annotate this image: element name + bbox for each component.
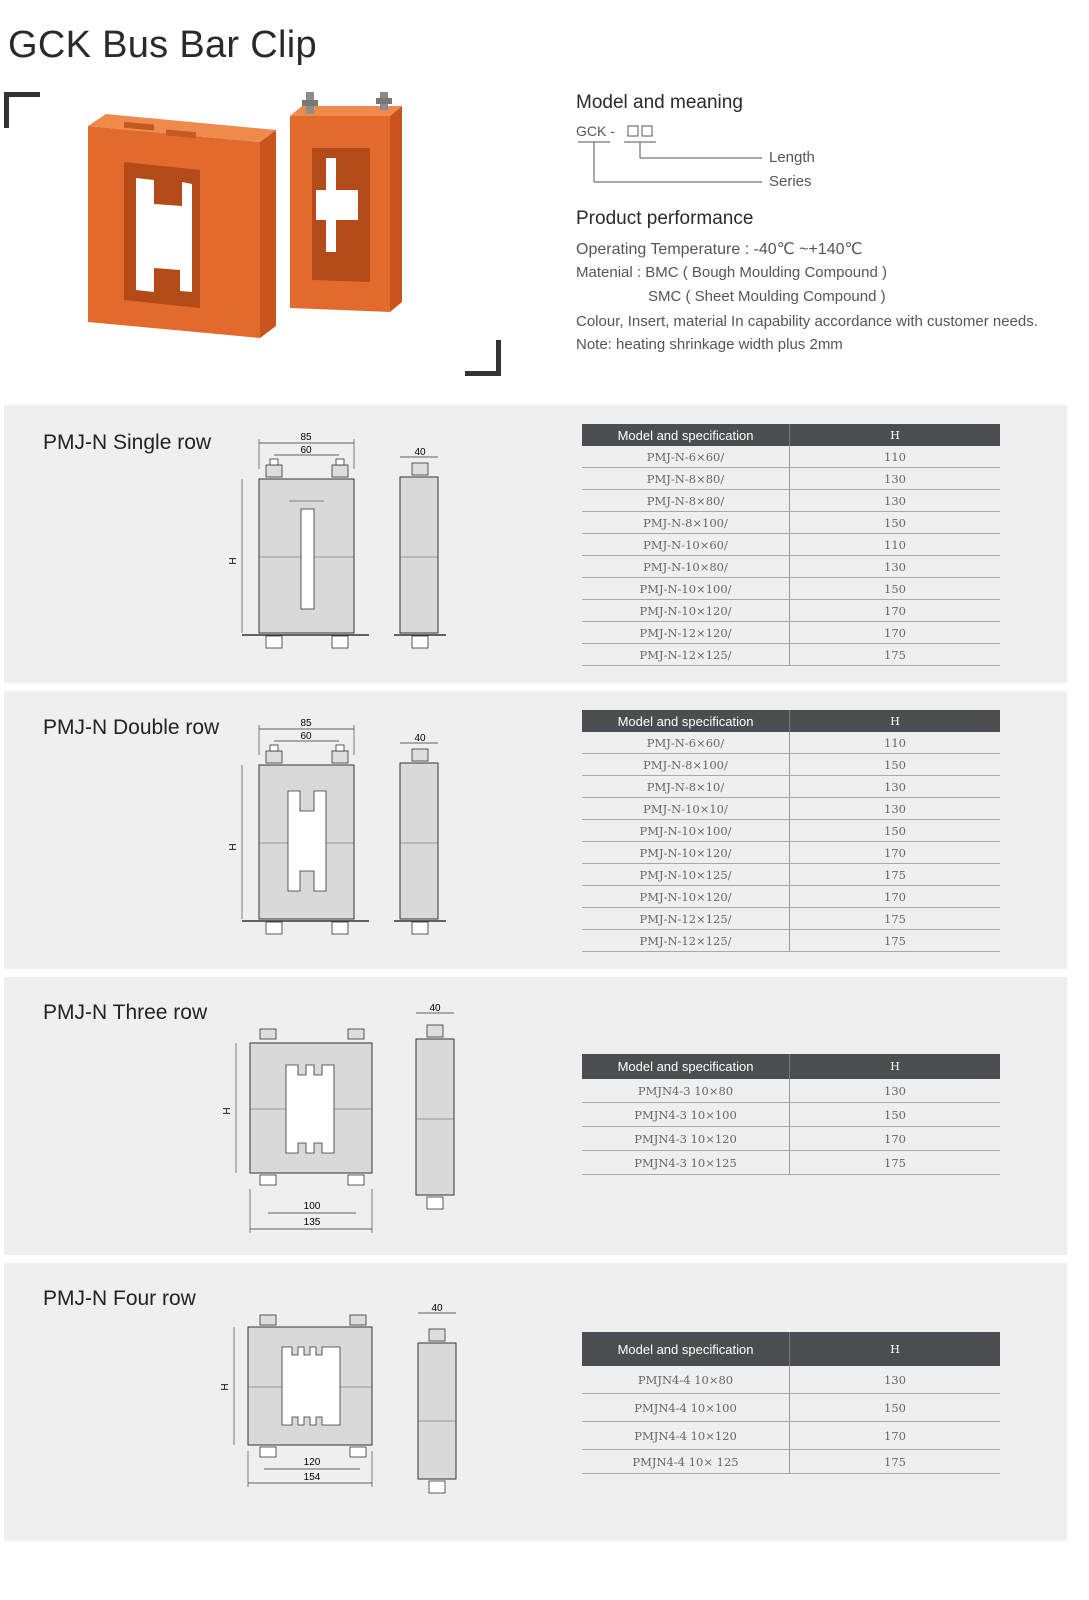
three-row-drawing — [214, 999, 474, 1239]
table-row: PMJ-N-10×80/ 130 — [582, 556, 1000, 578]
section-double-row — [4, 691, 1067, 969]
dim-outer: 135 — [303, 1217, 321, 1228]
section-title: PMJ-N Three row — [43, 1001, 208, 1024]
product-photo — [80, 86, 425, 348]
narrow-clip-illustration — [290, 92, 402, 312]
dim-inner: 60 — [300, 445, 312, 456]
table-row: PMJN4-3 10×80 130 — [582, 1079, 1000, 1103]
dim-side: 40 — [429, 1003, 441, 1014]
table-row: PMJ-N-10×120/ 170 — [582, 842, 1000, 864]
spec-table-four-row — [582, 1332, 1000, 1474]
material-smc: SMC ( Sheet Moulding Compound ) — [648, 288, 886, 305]
col-model: Model and specification — [582, 710, 790, 732]
section-title: PMJ-N Four row — [43, 1287, 196, 1310]
model-code: GCK - — [576, 123, 615, 139]
table-row: PMJ-N-6×60/ 110 — [582, 732, 1000, 754]
spec-table-three-row — [582, 1054, 1000, 1175]
table-row: PMJ-N-12×125/ 175 — [582, 908, 1000, 930]
table-row: PMJ-N-10×125/ 175 — [582, 864, 1000, 886]
section-title: PMJ-N Double row — [43, 716, 220, 739]
label-length: Length — [769, 149, 815, 166]
corner-mark-bottom-right — [465, 340, 501, 376]
section-single-row — [4, 405, 1067, 683]
dim-height: H — [220, 1383, 231, 1391]
table-row: PMJ-N-8×80/ 130 — [582, 490, 1000, 512]
dim-height: H — [228, 843, 239, 851]
table-row: PMJN4-3 10×100 150 — [582, 1103, 1000, 1127]
table-row: PMJ-N-12×125/ 175 — [582, 930, 1000, 952]
table-row: PMJN4-4 10×80 130 — [582, 1366, 1000, 1394]
table-row: PMJ-N-12×125/ 175 — [582, 644, 1000, 666]
table-row: PMJ-N-8×100/ 150 — [582, 512, 1000, 534]
col-h: H — [790, 1054, 1001, 1079]
single-row-drawing — [224, 429, 464, 659]
col-model: Model and specification — [582, 1332, 790, 1366]
dim-outer: 85 — [300, 718, 312, 729]
table-row: PMJ-N-10×100/ 150 — [582, 820, 1000, 842]
col-h: H — [790, 1332, 1001, 1366]
corner-mark-top-left — [4, 92, 40, 128]
model-meaning-heading: Model and meaning — [576, 92, 743, 113]
table-row: PMJN4-3 10×120 170 — [582, 1127, 1000, 1151]
page-title: GCK Bus Bar Clip — [8, 24, 317, 66]
table-row: PMJ-N-10×60/ 110 — [582, 534, 1000, 556]
dim-height: H — [228, 557, 239, 565]
section-four-row — [4, 1263, 1067, 1541]
spec-table-single-row — [582, 424, 1000, 666]
dim-outer: 154 — [303, 1472, 321, 1483]
double-row-drawing — [224, 715, 464, 945]
dim-height: H — [222, 1107, 233, 1115]
table-row: PMJ-N-8×80/ 130 — [582, 468, 1000, 490]
table-row: PMJN4-4 10× 125 175 — [582, 1450, 1000, 1474]
table-row: PMJN4-3 10×125 175 — [582, 1151, 1000, 1175]
table-row: PMJ-N-12×120/ 170 — [582, 622, 1000, 644]
dim-inner: 60 — [300, 731, 312, 742]
four-row-drawing — [214, 1301, 474, 1521]
col-h: H — [790, 710, 1001, 732]
table-row: PMJ-N-8×10/ 130 — [582, 776, 1000, 798]
spec-table-double-row — [582, 710, 1000, 952]
table-row: PMJN4-4 10×100 150 — [582, 1394, 1000, 1422]
dim-inner: 120 — [303, 1457, 321, 1468]
section-three-row — [4, 977, 1067, 1255]
model-meaning-diagram — [576, 124, 776, 194]
dim-inner: 100 — [303, 1201, 321, 1212]
dim-outer: 85 — [300, 432, 312, 443]
table-row: PMJ-N-8×100/ 150 — [582, 754, 1000, 776]
table-row: PMJ-N-10×120/ 170 — [582, 600, 1000, 622]
label-series: Series — [769, 173, 812, 190]
dim-side: 40 — [431, 1303, 443, 1314]
operating-temperature: Operating Temperature : -40℃ ~+140℃ — [576, 241, 863, 258]
col-model: Model and specification — [582, 424, 790, 446]
table-row: PMJ-N-10×10/ 130 — [582, 798, 1000, 820]
colour-note: Colour, Insert, material In capability accordance with customer needs. — [576, 313, 1038, 330]
performance-heading: Product performance — [576, 208, 754, 229]
col-h: H — [790, 424, 1001, 446]
table-row: PMJ-N-10×120/ 170 — [582, 886, 1000, 908]
material-bmc: Matenial : BMC ( Bough Moulding Compound ) — [576, 264, 887, 281]
heating-note: Note: heating shrinkage width plus 2mm — [576, 336, 843, 353]
table-row: PMJ-N-6×60/ 110 — [582, 446, 1000, 468]
section-title: PMJ-N Single row — [43, 431, 212, 454]
dim-side: 40 — [414, 447, 426, 458]
table-row: PMJ-N-10×100/ 150 — [582, 578, 1000, 600]
large-clip-illustration — [88, 114, 276, 338]
dim-side: 40 — [414, 733, 426, 744]
table-row: PMJN4-4 10×120 170 — [582, 1422, 1000, 1450]
col-model: Model and specification — [582, 1054, 790, 1079]
